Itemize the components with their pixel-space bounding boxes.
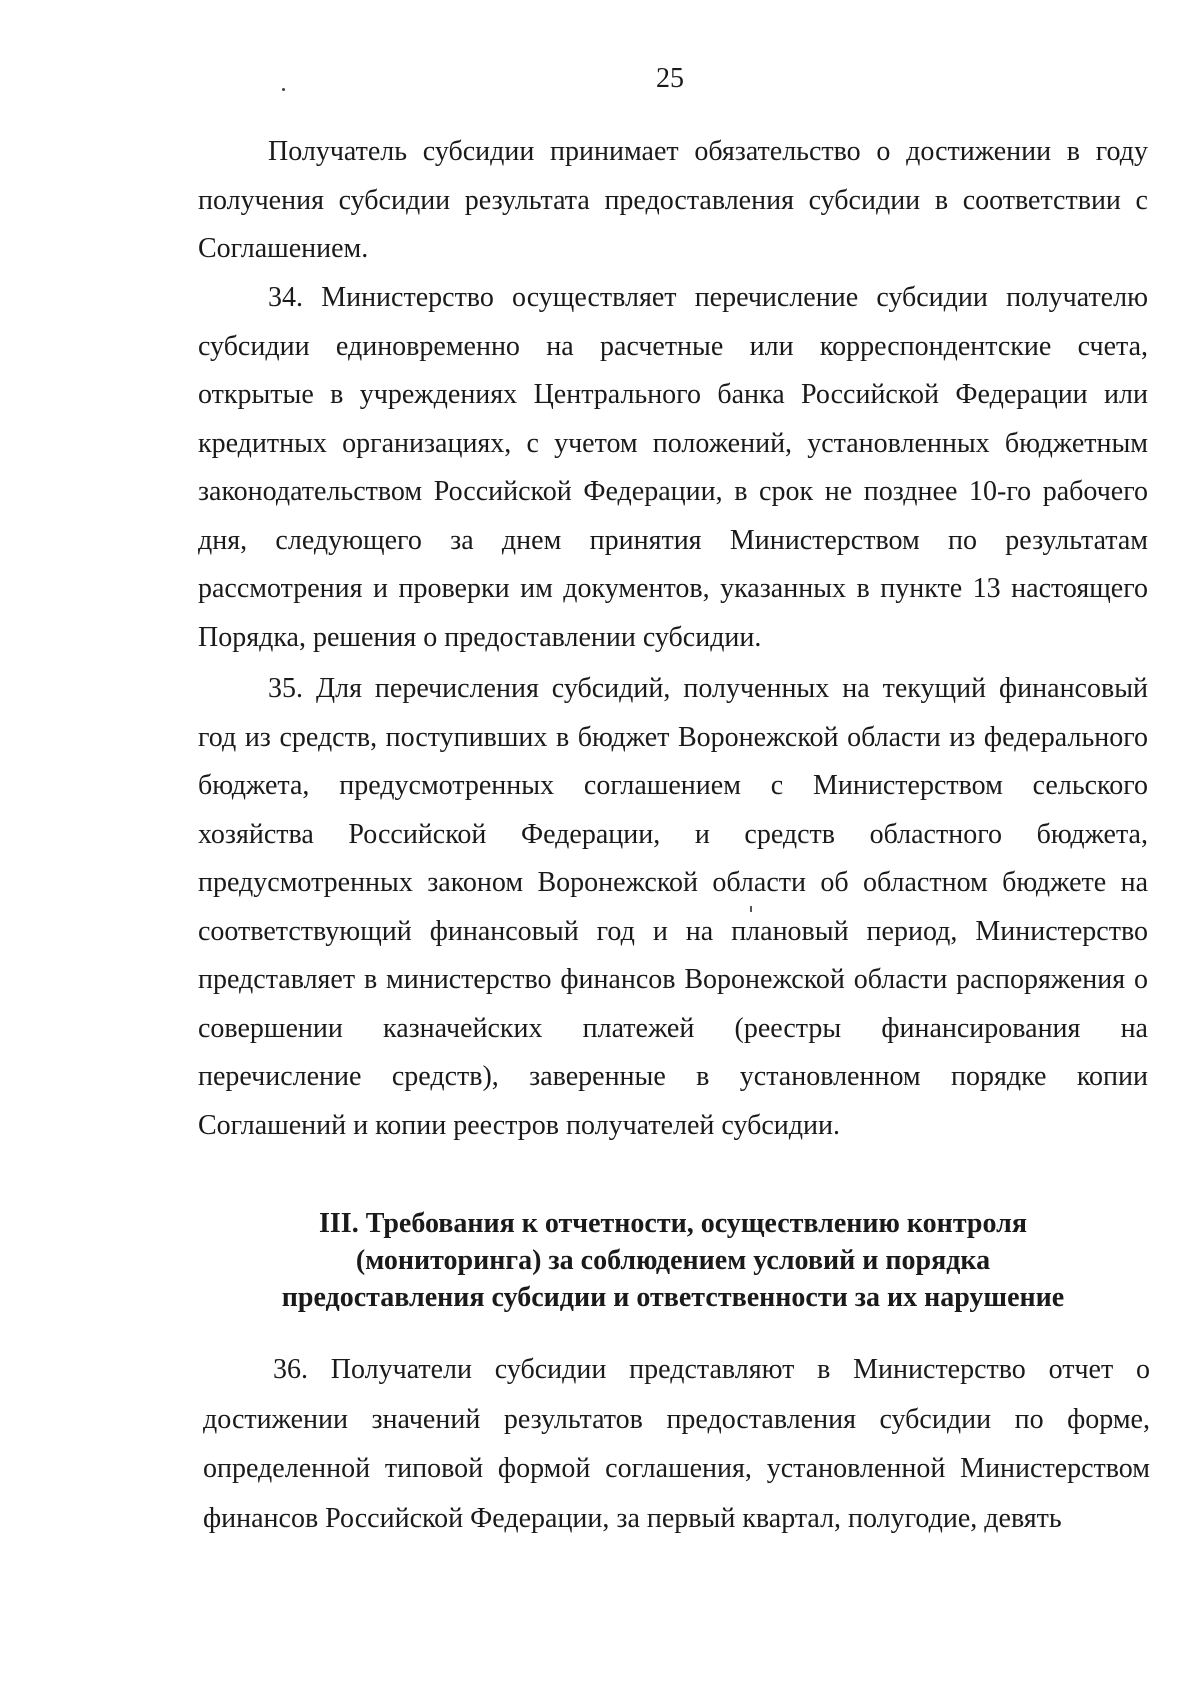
paragraph-obligation: Получатель субсидии принимает обязательство о достижении в году получения субсидии результата предоставления субсидии в соответствии с Соглашением. bbox=[198, 136, 1148, 264]
section-heading-line-3: предоставления субсидии и ответственности за их нарушение bbox=[281, 1282, 1065, 1313]
section-heading-line-2: (мониторинга) за соблюдением условий и порядка bbox=[355, 1245, 991, 1276]
paragraph-34: 34. Министерство осуществляет перечисление субсидии получателю субсидии единовременно на расчетные или корреспондентские счета, открытые в учреждениях Центрального банка Российской Федерации или кредитных организациях, с учетом положений, установленных бюджетным законодательством Российской Федерации, в срок не позднее 10-го рабочего дня, следующего за днем принятия Министерством по результатам рассмотрения и проверки им документов, указанных в пункте 13 настоящего Порядка, решения о предоставлении субсидии. bbox=[198, 282, 1148, 653]
section-heading-iii bbox=[198, 1205, 1148, 1316]
section-heading-line-1: III. Требования к отчетности, осуществлению контроля bbox=[319, 1208, 1027, 1239]
paragraph-35: 35. Для перечисления субсидий, полученных на текущий финансовый год из средств, поступивших в бюджет Воронежской области из федерального бюджета, предусмотренных соглашением с Министерством сельского хозяйства Российской Федерации, и средств областного бюджета, предусмотренных законом Воронежской области об областном бюджете на соответствующий финансовый год и на плановый период, Министерство представляет в министерство финансов Воронежской области распоряжения о совершении казначейских платежей (реестры финансирования на перечисление средств), заверенные в установленном порядке копии Соглашений и копии реестров получателей субсидии. bbox=[198, 673, 1148, 1141]
page-number: 25 bbox=[656, 63, 684, 94]
paragraph-36: 36. Получатели субсидии представляют в Министерство отчет о достижении значений результатов предоставления субсидии по форме, определенной типовой формой соглашения, установленной Министерством финансов Российской Федерации, за первый квартал, полугодие, девять bbox=[203, 1354, 1150, 1534]
scan-dot-mark bbox=[282, 88, 285, 91]
